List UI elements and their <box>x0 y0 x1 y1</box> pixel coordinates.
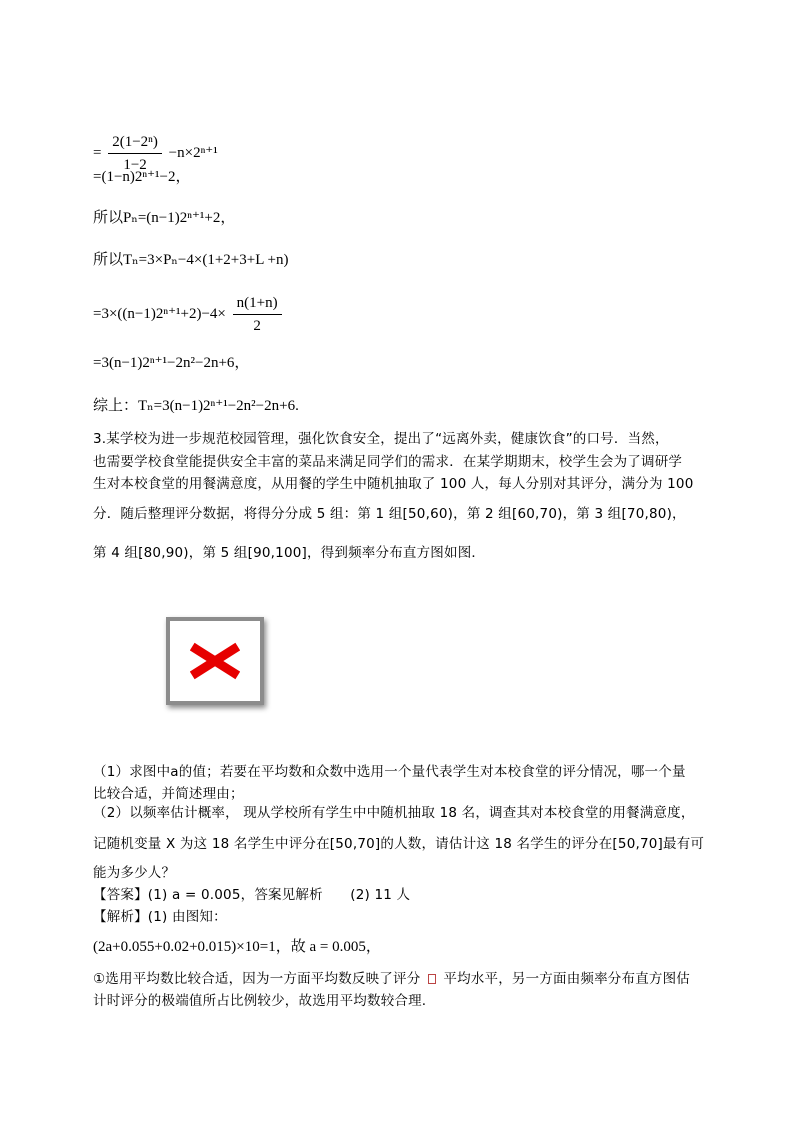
equals-sign: = <box>93 144 102 161</box>
fraction-denominator: 1−2 <box>123 157 147 173</box>
problem3-line5: 第 4 组[80,90)，第 5 组[90,100]，得到频率分布直方图如图． <box>93 545 486 561</box>
problem3-line4: 分．随后整理评分数据，将得分分成 5 组：第 1 组[50,60)，第 2 组[60,70)，第 3 组[70,80)， <box>93 506 686 522</box>
fraction-numerator: 2(1−2ⁿ) <box>108 133 162 154</box>
question2-line3: 能为多少人？ <box>93 865 176 881</box>
solution-step-4: 所以Tₙ=3×Pₙ−4×(1+2+3+L +n) <box>93 252 289 268</box>
fraction-denominator: 2 <box>253 318 261 334</box>
red-x-icon <box>190 641 240 681</box>
analysis-line3-part1: ①选用平均数比较合适，因为一方面平均数反映了评分 <box>93 971 421 987</box>
broken-image-icon <box>166 617 264 705</box>
fraction-numerator: n(1+n) <box>233 294 282 315</box>
problem3-line3: 生对本校食堂的用餐满意度，从用餐的学生中随机抽取了 100 人，每人分别对其评分，满分为 100 <box>93 476 694 492</box>
solution-step-3: 所以Pₙ=(n−1)2ⁿ⁺¹+2， <box>93 210 236 226</box>
question2-line2: 记随机变量 X 为这 18 名学生中评分在[50,70]的人数，请估计这 18 名学生的评分在[50,70]最有可 <box>93 836 705 852</box>
problem3-line2: 也需要学校食堂能提供安全丰富的菜品来满足同学们的需求．在某学期期末，校学生会为了调研学 <box>93 454 683 470</box>
solution-step-2: =(1−n)2ⁿ⁺¹−2， <box>93 169 191 185</box>
answer-line: 【答案】(1) a = 0.005，答案见解析 (2) 11 人 <box>93 887 411 903</box>
solution-step-6: =3(n−1)2ⁿ⁺¹−2n²−2n+6， <box>93 355 250 371</box>
step5-head: =3×((n−1)2ⁿ⁺¹+2)−4× <box>93 305 226 322</box>
problem3-line1: 3.某学校为进一步规范校园管理，强化饮食安全，提出了“远离外卖，健康饮食”的口号．当然， <box>93 431 669 447</box>
analysis-line1: 【解析】(1) 由图知： <box>93 909 227 925</box>
solution-conclusion: 综上：Tₙ=3(n−1)2ⁿ⁺¹−2n²−2n+6. <box>93 398 299 414</box>
fraction <box>233 294 282 335</box>
small-image-placeholder-icon <box>428 974 436 984</box>
analysis-line3 <box>93 970 690 988</box>
analysis-line4: 计时评分的极端值所占比例较少，故选用平均数较合理. <box>93 993 427 1009</box>
analysis-line3-part2: 平均水平，另一方面由频率分布直方图估 <box>443 971 691 987</box>
step1-tail: −n×2ⁿ⁺¹ <box>168 144 218 161</box>
solution-step-5 <box>93 294 285 335</box>
analysis-line2: (2a+0.055+0.02+0.015)×10=1，故 a = 0.005， <box>93 939 381 955</box>
question1-line1: （1）求图中a的值；若要在平均数和众数中选用一个量代表学生对本校食堂的评分情况，哪一个量 <box>93 764 686 780</box>
question1-line2: 比较合适，并简述理由； <box>93 786 244 802</box>
question2-line1: （2）以频率估计概率， 现从学校所有学生中中随机抽取 18 名，调查其对本校食堂的用餐满意度， <box>93 805 695 821</box>
